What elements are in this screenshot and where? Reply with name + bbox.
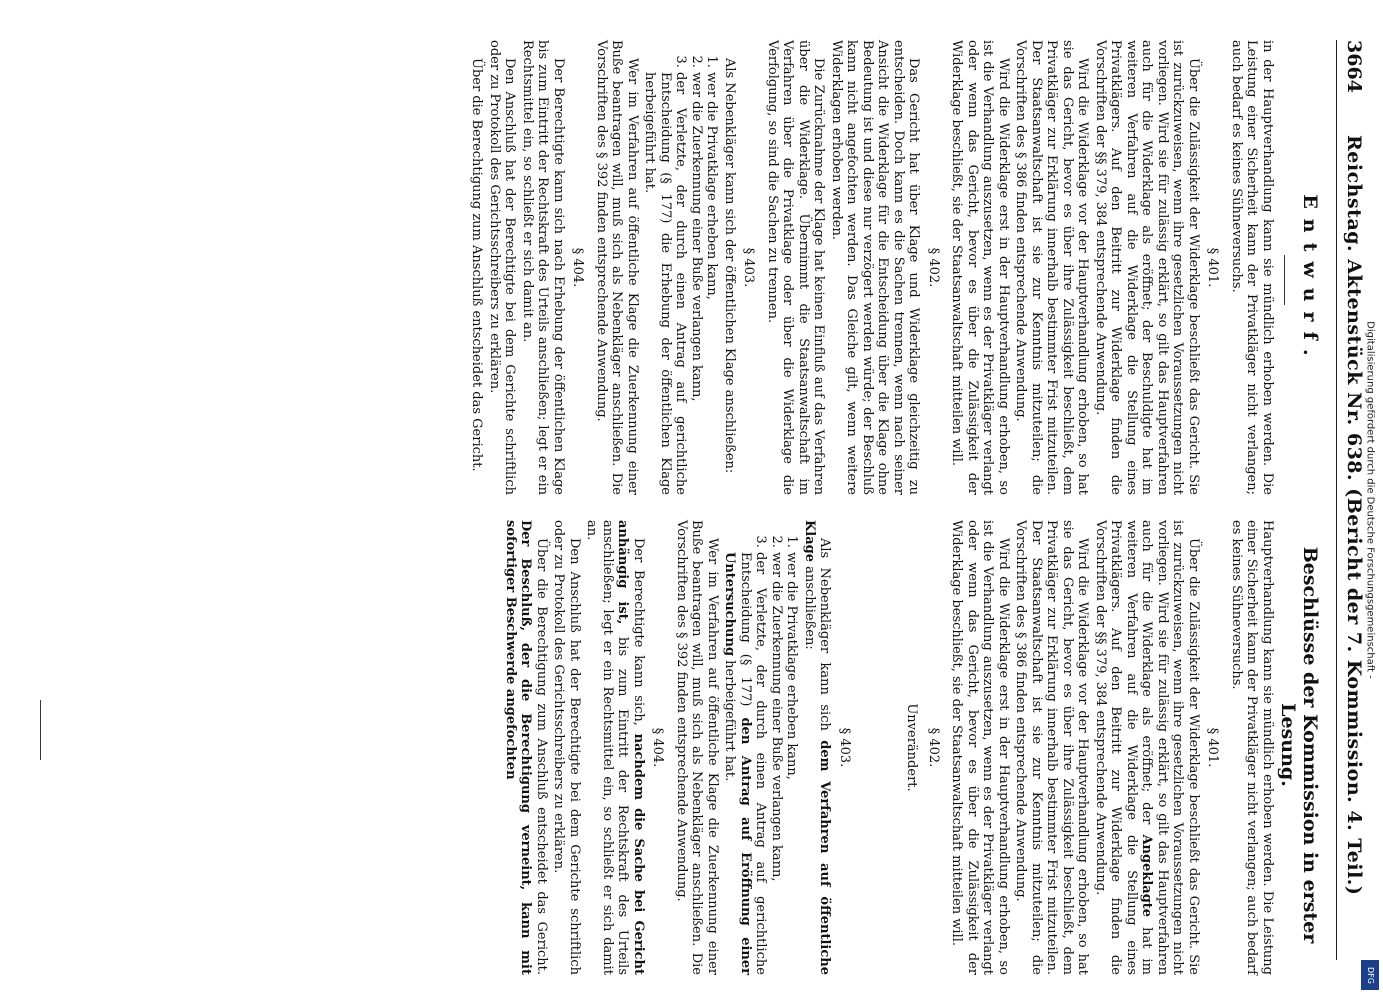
left-401-p1: Über die Zulässigkeit der Widerklage beschließt das Gericht. Sie ist zurückzuweisen, wenn ihre gesetzlichen Voraussetzungen nicht vorliegen. Wird sie für zulässig erklärt, so gilt das Hauptverfahren auch für die Widerklage als eröffnet; der Beschuldigte hat im weiteren Verfahren auf die Widerklage die Stellung eines Privatklägers. Auf den Beitritt zur Widerklage finden die Vorschriften der §§ 379, 384 entsprechende Anwendung. xyxy=(1093,40,1201,495)
text-run: Über die Berechtigung zum Anschluß entscheidet das Gericht. xyxy=(534,538,549,975)
right-section-401-title: § 401. xyxy=(1205,727,1221,768)
left-column xyxy=(467,40,1275,495)
page-title: Reichstag. Aktenstück Nr. 638. (Bericht der 7. Kommission. 4. Teil.) xyxy=(1343,135,1365,896)
left-section-401-title: § 401. xyxy=(1205,247,1221,288)
right-section-403-title: § 403. xyxy=(837,727,852,768)
text-run: Der Berechtigte kann sich, xyxy=(631,538,646,734)
right-column xyxy=(501,520,1276,975)
spacer xyxy=(860,520,900,975)
text-run: bis zum Eintritt der Rechtskraft des Urteils anschließen; legt er ein Rechtsmittel ein, so schließt er sich damit an. xyxy=(584,520,631,975)
text-run: hat im weiteren Verfahren auf die Widerklage die Stellung eines Privatklägers. Auf den Beitritt zur Widerklage finden die Vorschriften der §§ 379, 384 entsprechende Anwendung. xyxy=(1093,520,1155,975)
right-401-p2: Wird die Widerklage vor der Hauptverhandlung erhoben, so hat sie das Gericht, bevor es über ihre Zulässigkeit beschließt, dem Privatkläger zur Erklärung innerhalb bestimmter Frist mitzuteilen. Der Staatsanwaltschaft ist sie zur Kenntnis mitzuteilen; die Vorschriften des § 386 finden entsprechende Anwendung. xyxy=(1013,520,1091,975)
right-403-list xyxy=(722,520,800,975)
left-403-p2: Wer im Verfahren auf öffentliche Klage die Zuerkennung einer Buße beantragen will, muß sich als Nebenkläger anschließen. Die Vorschriften des § 392 finden entsprechende Anwendung. xyxy=(594,40,640,495)
list-item: 2. wer die Zuerkennung einer Buße verlangen kann, xyxy=(689,72,705,495)
emphasis: Angeklagte xyxy=(1139,834,1155,918)
left-section-403-title: § 403. xyxy=(741,247,757,288)
text-run: Über die Zulässigkeit der Widerklage beschließt das Gericht. Sie ist zurückzuweisen, wenn ihre gesetzlichen Voraussetzungen nicht vorliegen. Wird sie für zulässig erklärt, so gilt das Hauptverfahren auch für die Widerklage als eröffnet; der xyxy=(1139,520,1201,975)
right-403-p2: Wer im Verfahren auf öffentliche Klage die Zuerkennung einer Buße beantragen will, muß sich als Nebenkläger anschließen. Die Vorschriften des § 392 finden entsprechende Anwendung. xyxy=(674,520,720,975)
list-item xyxy=(722,552,769,975)
right-section-404-title: § 404. xyxy=(650,727,666,768)
right-intro: Hauptverhandlung kann sie mündlich erhoben werden. Die Leistung einer Sicherheit kann der Privatkläger nicht verlangen; auch bedarf es keines Sühneversuchs. xyxy=(1229,520,1275,975)
left-402-p2: Die Zurücknahme der Klage hat keinen Einfluß auf das Verfahren über die Widerklage. Übernimmt die Staatsanwaltschaft im Verfahren über die Privatklage oder über die Widerklage die Verfolgung, so sind die Sachen zu trennen. xyxy=(765,40,827,495)
left-401-p2: Wird die Widerklage vor der Hauptverhandlung erhoben, so hat sie das Gericht, bevor es über ihre Zulässigkeit beschließt, dem Privatkläger zur Erklärung innerhalb bestimmter Frist mitzuteilen. Der Staatsanwaltschaft ist sie zur Kenntnis mitzuteilen; die Vorschriften des § 386 finden entsprechende Anwendung. xyxy=(1013,40,1091,495)
page-number: 3664 xyxy=(1343,40,1365,93)
left-404-p3: Über die Berechtigung zum Anschluß entscheidet das Gericht. xyxy=(469,58,485,472)
emphasis: den Antrag auf Eröffnung einer Untersuchung xyxy=(722,552,753,975)
right-401-p1 xyxy=(1093,520,1202,975)
right-402-unchanged: Unverändert. xyxy=(904,703,920,792)
text-run: anschließen: xyxy=(802,562,817,650)
dfg-logo xyxy=(1361,960,1379,990)
bottom-rule xyxy=(40,700,41,760)
list-item: 1. wer die Privatklage erheben kann, xyxy=(784,552,800,975)
left-404-p1: Der Berechtigte kann sich nach Erhebung der öffentlichen Klage bis zum Eintritt der Rechtskraft des Urteils anschließen; legt er ein Rechtsmittel ein, so schließt er sich damit an. xyxy=(520,40,566,495)
right-403-intro xyxy=(802,520,833,975)
text-run: der Verletzte, der durch einen Antrag auf gerichtliche Entscheidung (§ 177) xyxy=(738,552,769,975)
right-401-p3: Wird die Widerklage erst in der Hauptverhandlung erhoben, so ist die Verhandlung auszusetzen, wenn es der Privatkläger verlangt oder wenn das Gericht, bevor es über die Zulässigkeit der Widerklage beschließt, sie der Staatsanwaltschaft mitteilen will. xyxy=(949,520,1011,975)
list-item: 1. wer die Privatklage erheben kann, xyxy=(704,72,720,495)
left-403-intro: Als Nebenkläger kann sich der öffentlichen Klage anschließen: xyxy=(722,58,737,474)
left-401-p3: Wird die Widerklage erst in der Hauptverhandlung erhoben, so ist die Verhandlung auszusetzen, wenn es der Privatkläger verlangt oder wenn das Gericht, bevor es über die Zulässigkeit der Widerklage beschließt, sie der Staatsanwaltschaft mitteilen will. xyxy=(949,40,1011,495)
left-404-p2: Den Anschluß hat der Berechtigte bei dem Gerichte schriftlich oder zu Protokoll des Gerichtsschreibers zu erklären. xyxy=(487,40,518,495)
list-item: 2. wer die Zuerkennung einer Buße verlangen kann, xyxy=(769,552,785,975)
header-divider xyxy=(1336,40,1337,960)
footer-credit: Digitalisierung gefördert durch die Deutsche Forschungsgemeinschaft - xyxy=(1364,321,1376,679)
emphasis: nachdem die Sache bei Gericht anhängig ist, xyxy=(615,520,646,976)
dfg-logo-text: DFG xyxy=(1365,966,1375,984)
left-intro: in der Hauptverhandlung kann sie mündlich erhoben werden. Die Leistung einer Sicherheit kann der Privatkläger nicht verlangen; auch bedarf es keines Sühneversuchs. xyxy=(1229,40,1275,495)
emphasis: Der Beschluß, der die Berechtigung verneint, kann mit sofortiger Beschwerde angefochten xyxy=(503,520,534,975)
heading-rule xyxy=(1284,255,1285,305)
digitization-footer xyxy=(1357,0,1383,1000)
right-column-heading: Beschlüsse der Kommission in erster Lesung. xyxy=(1277,546,1321,944)
right-404-p2: Den Anschluß hat der Berechtigte bei dem Gerichte schriftlich oder zu Protokoll des Gerichtsschreibers zu erklären. xyxy=(551,520,582,975)
text-run: Als Nebenkläger kann sich xyxy=(817,538,833,741)
emphasis: dem Verfahren auf öffentliche Klage xyxy=(802,520,833,975)
left-402-p1: Das Gericht hat über Klage und Widerklage gleichzeitig zu entscheiden. Doch kann es die Sachen trennen, wenn nach seiner Ansicht die Widerklage für die Entscheidung über die Klage ohne Bedeutung ist und diese nur verzögert werden würde; der Beschluß kann nicht angefochten werden. Das Gleiche gilt, wenn weitere Widerklagen erhoben werden. xyxy=(829,40,922,495)
list-item: 3. der Verletzte, der durch einen Antrag auf gerichtliche Entscheidung (§ 177) die Erhebung der öffentlichen Klage herbeigeführt hat. xyxy=(642,72,689,495)
right-404-p1 xyxy=(584,520,646,975)
left-column-heading: Entwurf. xyxy=(1299,194,1321,366)
right-section-402-title: § 402. xyxy=(926,727,941,768)
left-403-list xyxy=(642,40,720,495)
right-404-p3 xyxy=(503,520,550,975)
text-run: herbeigeführt hat. xyxy=(722,656,738,782)
left-section-404-title: § 404. xyxy=(570,247,586,288)
left-section-402-title: § 402. xyxy=(926,247,941,288)
